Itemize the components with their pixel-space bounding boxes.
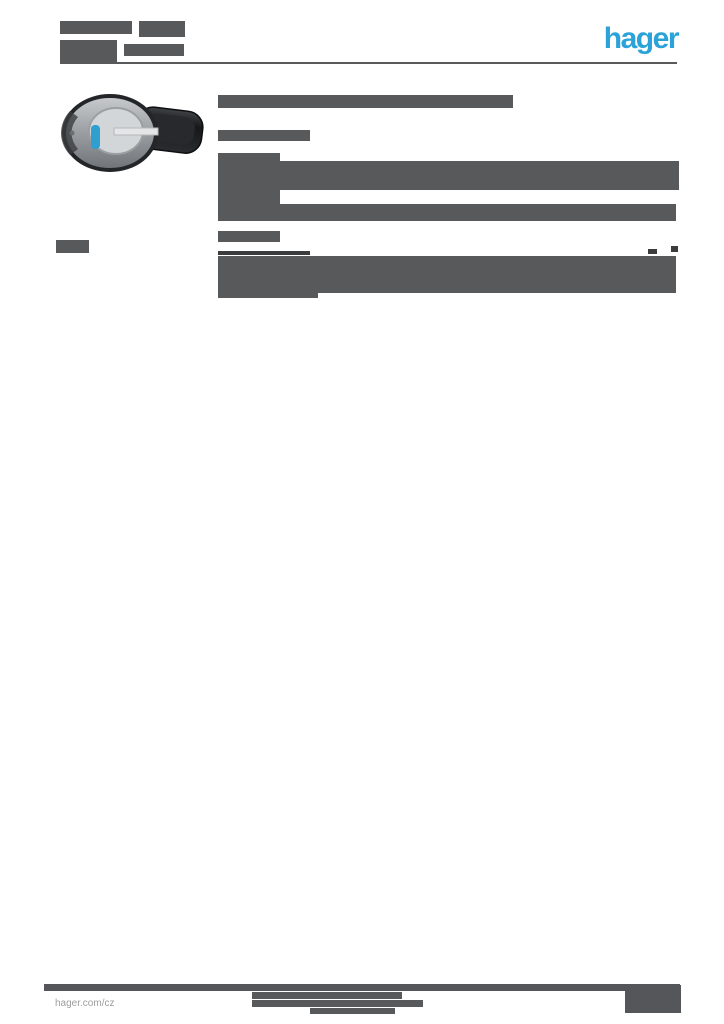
section2-body-tail (218, 293, 318, 298)
section2-body (218, 256, 676, 293)
document-icon[interactable] (648, 249, 657, 254)
header-line-1a (60, 21, 132, 34)
handle-shaft (114, 128, 158, 135)
section1-body-a (218, 161, 679, 190)
footer-center-line-2 (252, 1000, 423, 1007)
header-line-1b (139, 21, 185, 37)
section1-label (218, 153, 280, 161)
section2-heading (218, 231, 280, 242)
blue-indicator-tag (91, 125, 100, 149)
section1-body-b (218, 204, 676, 221)
product-photo-rotary-handle-icon (58, 93, 204, 173)
footer-center-line-1 (252, 992, 402, 999)
reference-label (56, 240, 89, 253)
section2-code-line (218, 251, 310, 255)
website-link[interactable]: hager.com/cz (55, 997, 115, 1009)
download-icon[interactable] (671, 246, 678, 252)
hager-logo: hager (603, 22, 678, 55)
screw-dot (70, 131, 75, 136)
section1-heading (218, 130, 310, 141)
section1-label-2 (218, 190, 280, 205)
header-divider (60, 62, 677, 64)
product-title (218, 95, 513, 108)
header-line-2b (124, 44, 184, 56)
footer-divider-bar (44, 984, 680, 991)
website-box (50, 992, 168, 1015)
page-number-box (625, 985, 681, 1013)
footer-center-line-3 (310, 1008, 395, 1014)
header-line-2a (60, 40, 117, 63)
